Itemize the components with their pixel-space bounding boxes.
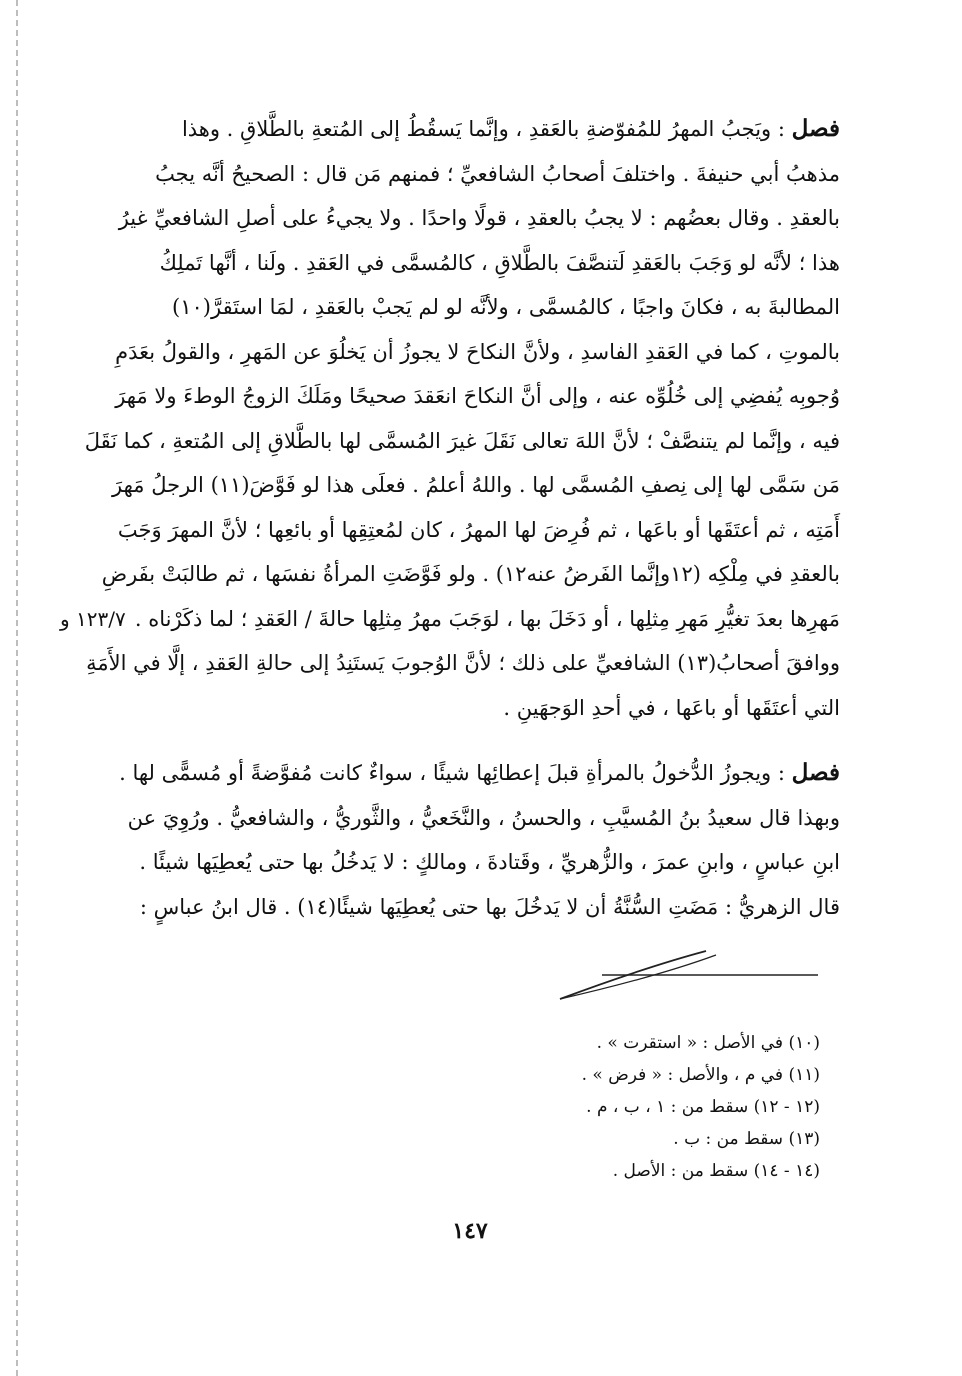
line-text: : ويجوزُ الدُّخولُ بالمرأةِ قبلَ إعطائِها شيئًا ، سواءٌ كانت مُفوَّضةً أو مُسمًّى لها . — [119, 761, 785, 785]
paragraph-line: مذهبُ أبي حنيفةَ . واختلفَ أصحابُ الشافعيِّ ؛ فمنهم مَن قال : الصحيحُ أنَّه يجبُ — [155, 161, 840, 186]
section-label: فصل — [791, 759, 840, 786]
paragraph-line: قال الزهريُّ : مَضَتِ السُّنَّةُ أن لا يَدخُلَ بها حتى يُعطِيَها شيئًا(١٤) . قال ابنُ عباسٍ : — [139, 894, 840, 919]
paragraph-line: مَهرِها بعدَ تغيُّرِ مَهرِ مِثلِها ، أو دَخَلَ بها ، لوَجَبَ مهرُ مِثلِها حالةَ / العَقدِ ؛ لما ذكَرْناه . — [134, 606, 840, 631]
paragraph-line: بالموتِ ، كما في العَقدِ الفاسدِ ، ولأنَّ النكاحَ لا يجوزُ أن يَخلُوَ عن المَهرِ ، والقولُ بعَدَمِ — [115, 339, 840, 364]
paragraph-line: ووافقَ أصحابُ(١٣) الشافعيِّ على ذلك ؛ لأنَّ الوُجوبَ يَستَنِدُ إلى حالةِ العَقدِ ، إلَّا في الأَمَةِ — [86, 651, 840, 675]
paragraph-line — [150, 107, 840, 152]
paragraph-line: المطالبةَ به ، فكانَ واجبًا ، كالمُسمَّى ، ولأنَّه لو لم يَجبْ بالعَقدِ ، لمَا استَقرَّ(١٠) — [172, 295, 840, 319]
paragraph-line: مَن سَمَّى لها إلى نِصفِ المُسمَّى لها . واللهُ أعلمُ . فعلَى هذا لو فَوَّضَ(١١) الرجلُ مَهرَ — [112, 473, 840, 497]
paragraph-line: التي أعتَقَها أو باعَها ، في أحدِ الوَجهَينِ . — [503, 695, 840, 720]
line-text: : ويَجبُ المهرُ للمُفوّضةِ بالعَقدِ ، وإنَّما يَسقُطُ إلى المُتعةِ بالطَّلاقِ . وهذا — [181, 117, 785, 141]
paragraph-line: بالعقدِ في مِلْكِه (١٢وإنَّما الفَرضُ عنه١٢) . ولو فَوَّضَتِ المرأةُ نفسَها ، ثم طالبَتْ بفَرضِ — [101, 562, 840, 586]
paragraph-line: ابنِ عباسٍ ، وابنِ عمرَ ، والزُّهريِّ ، وقَتادةَ ، ومالكٍ : لا يَدخُلُ بها حتى يُعطِيَها شيئًا . — [139, 850, 840, 874]
margin-folio-reference: ١٢٣/٧ و — [60, 607, 126, 631]
section-label: فصل — [791, 115, 840, 142]
footnote: (١١) في م ، والأصل : « فرض » . — [581, 1065, 820, 1085]
paragraph-line — [119, 751, 840, 796]
footnote-separator — [556, 945, 818, 1005]
paragraph-line: بالعقدِ . وقال بعضُهم : لا يجبُ بالعقدِ ، قولًا واحدًا . ولا يجيءُ على أصلِ الشافعيِّ غيرُ — [118, 206, 840, 230]
binding-edge — [16, 0, 18, 1376]
footnote: (١٢ - ١٢) سقط من : ١ ، ب ، م . — [586, 1097, 820, 1117]
page-number: ١٤٧ — [452, 1218, 488, 1244]
paragraph-line: وبهذا قال سعيدُ بنُ المُسيَّبِ ، والحسنُ ، والنَّخَعيُّ ، والثَّوريُّ ، والشافعيُّ . ورُوِيَ عن — [127, 805, 840, 830]
paragraph-line: أَمَتِه ، ثم أعتَقَها أو باعَها ، ثم فُرِضَ لها المهرُ ، كان لمُعتِقِها أو بائعِها ؛ لأنَّ المهرَ وَجَبَ — [117, 517, 840, 542]
footnote: (١٣) سقط من : ب . — [673, 1129, 820, 1149]
footnote: (١٠) في الأصل : « استقرت » . — [596, 1033, 820, 1053]
paragraph-line: وُجوبِه يُفضِي إلى خُلُوِّه عنه ، وإلى أنَّ النكاحَ انعَقدَ صحيحًا ومَلَكَ الزوجُ الوطءَ ولا مَهرَ — [115, 384, 840, 408]
paragraph-2 — [119, 751, 840, 929]
footnote: (١٤ - ١٤) سقط من : الأصل . — [612, 1161, 820, 1181]
paragraph-line: فيه ، وإنَّما لم يتنصَّفْ ؛ لأنَّ اللهَ تعالى نَقَلَ غيرَ المُسمَّى لها بالطَّلاقِ إلى المُتعةِ ، كما نَقَلَ — [84, 428, 840, 453]
paragraph-line: هذا ؛ لأنَّه لو وَجَبَ بالعَقدِ لَتنصَّفَ بالطَّلاقِ ، كالمُسمَّى في العَقدِ . ولَنا ، أنَّها تَملِكُ — [159, 250, 840, 275]
footnotes — [540, 1027, 820, 1187]
